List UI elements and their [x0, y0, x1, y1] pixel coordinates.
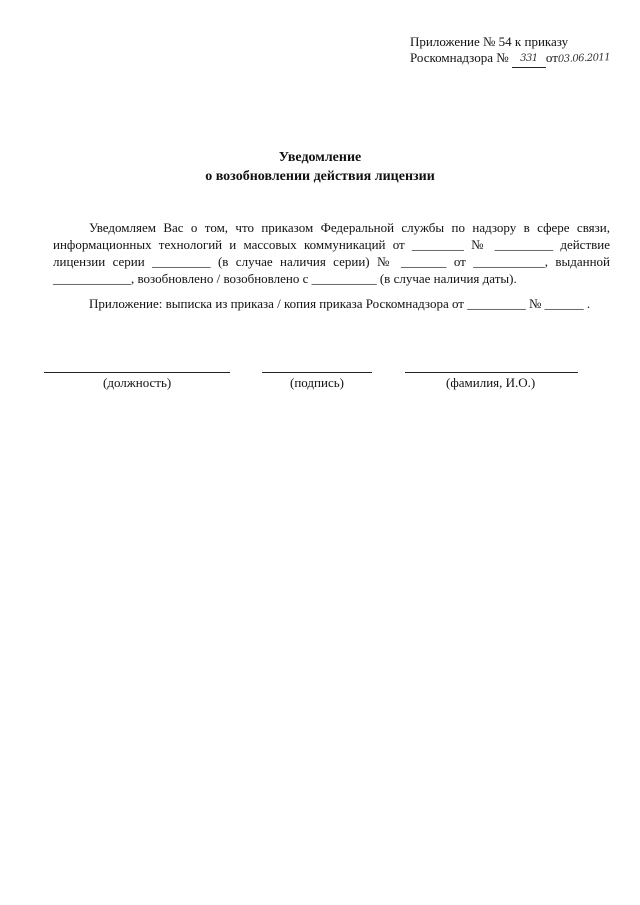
notification-paragraph: Уведомляем Вас о том, что приказом Федеральной службы по надзору в сфере связи, информационных технологий и массовых коммуникаций от ________ № _________ действие лицензии серии _________ (в случае наличия серии) № _______ от ___________, выданной ____________, возобновлено / возобновлено с __________ (в случае наличия даты).: [53, 220, 610, 286]
position-label: (должность): [103, 375, 172, 390]
handwritten-order-number: 331: [512, 51, 546, 68]
order-date-prefix: от: [545, 50, 558, 65]
name-label: (фамилия, И.О.): [446, 375, 536, 390]
signature-line: [262, 372, 372, 373]
appendix-header: [410, 34, 614, 69]
order-number-prefix: Роскомнадзора №: [410, 50, 512, 65]
position-signature-line: [44, 372, 230, 373]
signature-label: (подпись): [290, 375, 344, 390]
attachment-line: Приложение: выписка из приказа / копия приказа Роскомнадзора от _________ № ______ .: [89, 296, 591, 311]
appendix-line-2: [410, 50, 614, 69]
handwritten-order-date: 03.06.2011: [557, 52, 611, 65]
title-line-1: Уведомление: [278, 150, 362, 165]
appendix-line-1: Приложение № 54 к приказу: [410, 34, 569, 49]
title-line-2: о возобновлении действия лицензии: [205, 169, 435, 184]
document-title: [0, 148, 640, 186]
name-signature-line: [405, 372, 578, 373]
